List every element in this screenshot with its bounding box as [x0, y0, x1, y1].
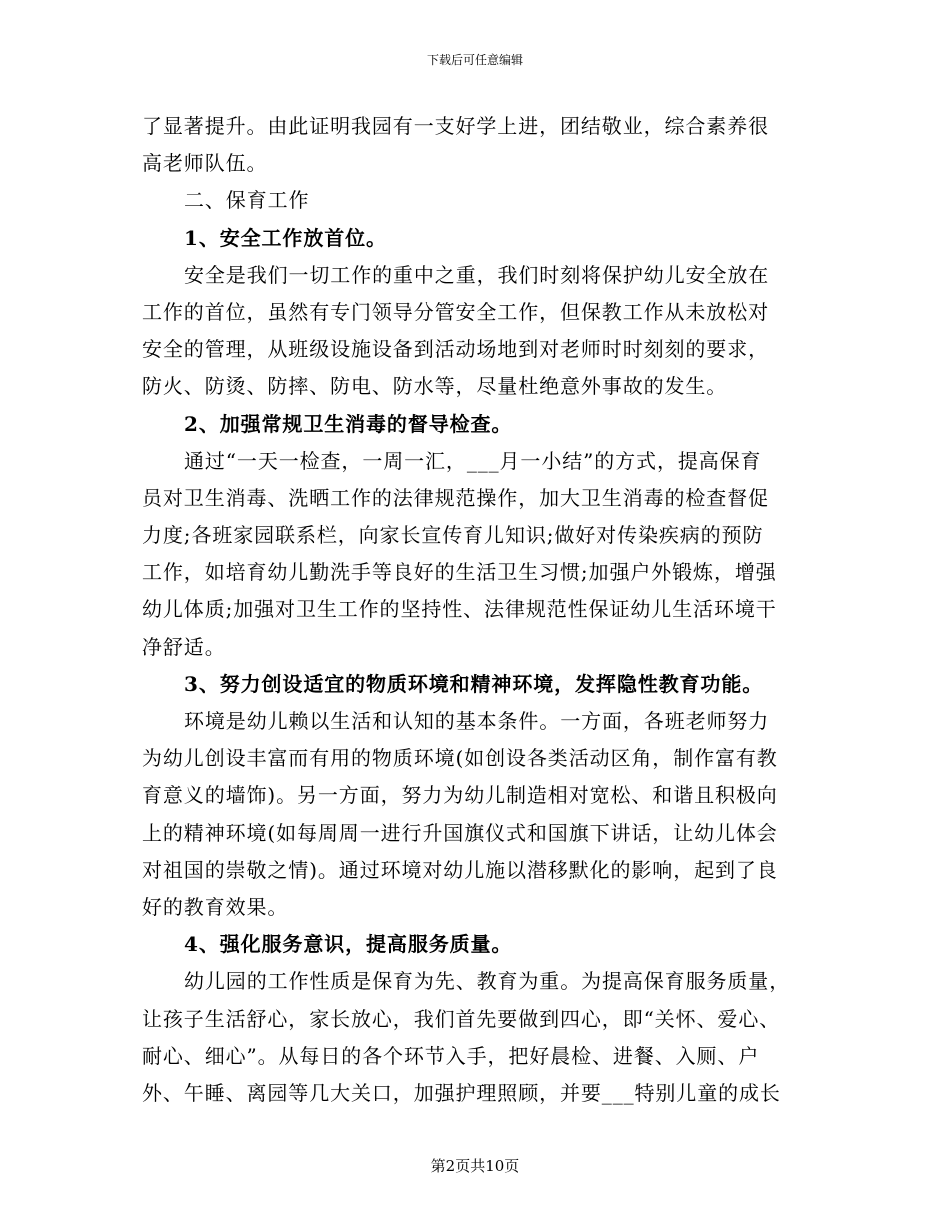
document-body: [142, 108, 810, 1112]
text-line: 高老师队伍。: [142, 151, 268, 176]
text-line: 了显著提升。由此证明我园有一支好学上进，团结敬业，综合素养很: [142, 114, 769, 138]
text-line: 育意义的墙饰)。另一方面，努力为幼儿制造相对宽松、和谐且积极向: [142, 783, 778, 808]
text-line: 力度;各班家园联系栏，向家长宣传育儿知识;做好对传染疾病的预防: [142, 523, 764, 548]
text-line: 对祖国的崇敬之情)。通过环境对幼儿施以潜移默化的影响，起到了良: [142, 857, 778, 882]
text-line: 工作的首位，虽然有专门领导分管安全工作，但保教工作从未放松对: [142, 299, 769, 324]
text-line: 员对卫生消毒、洗晒工作的法律规范操作，加大卫生消毒的检查督促: [142, 485, 769, 510]
section-heading: 2、加强常规卫生消毒的督导检查。: [184, 411, 513, 436]
text-line: 二、保育工作: [184, 188, 310, 213]
text-line: 上的精神环境(如每周周一进行升国旗仪式和国旗下讲话，让幼儿体会: [142, 820, 778, 845]
section-heading: 3、努力创设适宜的物质环境和精神环境，发挥隐性教育功能。: [184, 671, 764, 696]
section-heading: 4、强化服务意识，提高服务质量。: [184, 932, 513, 957]
section-heading: 1、安全工作放首位。: [184, 225, 387, 250]
text-line: 让孩子生活舒心，家长放心，我们首先要做到四心，即“关怀、爱心、: [142, 1006, 781, 1031]
text-line: 通过“一天一检查，一周一汇，___月一小结”的方式，提高保育: [184, 448, 762, 473]
page-header: 下载后可任意编辑: [426, 53, 523, 67]
text-line: 安全的管理，从班级设施设备到活动场地到对老师时时刻刻的要求，: [142, 337, 769, 362]
text-line: 幼儿园的工作性质是保育为先、教育为重。为提高保育服务质量，: [184, 969, 791, 994]
text-line: 好的教育效果。: [142, 894, 289, 919]
text-line: 耐心、细心”。从每日的各个环节入手，把好晨检、进餐、入厕、户: [142, 1043, 760, 1068]
text-line: 幼儿体质;加强对卫生工作的坚持性、法律规范性保证幼儿生活环境干: [142, 597, 777, 622]
text-line: 为幼儿创设丰富而有用的物质环境(如创设各类活动区角，制作富有教: [142, 746, 778, 771]
text-line: 环境是幼儿赖以生活和认知的基本条件。一方面，各班老师努力: [184, 709, 770, 733]
text-line: 防火、防烫、防摔、防电、防水等，尽量杜绝意外事故的发生。: [142, 374, 728, 399]
page-footer: 第2页共10页: [430, 1157, 520, 1175]
text-line: 工作，如培育幼儿勤洗手等良好的生活卫生习惯;加强户外锻炼，增强: [142, 560, 777, 585]
text-line: 外、午睡、离园等几大关口，加强护理照顾，并要___特别儿童的成长: [142, 1080, 781, 1105]
text-line: 净舒适。: [142, 634, 226, 659]
text-line: 安全是我们一切工作的重中之重，我们时刻将保护幼儿安全放在: [184, 262, 770, 287]
